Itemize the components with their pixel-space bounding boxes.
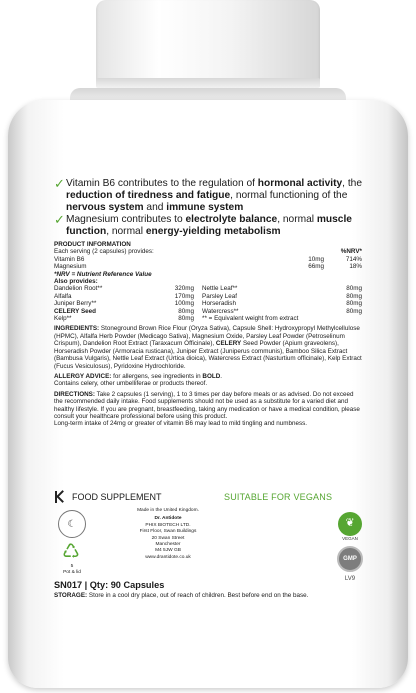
manufacturer-address: Made in the United Kingdom. Dr. Antidote PHIX BIOTECH LTD. First Floor, Swan Buildings 20 Swan Street Manchester M4 5JW GB www.drantidote.co.uk bbox=[137, 508, 199, 560]
check-icon: ✓ bbox=[54, 212, 65, 227]
allergy-advice: ALLERGY ADVICE: for allergens, see ingredients in BOLD. bbox=[54, 372, 222, 380]
check-icon: ✓ bbox=[54, 176, 65, 191]
botanical-row: Kelp** 80mg ** = Equivalent weight from extract bbox=[54, 315, 299, 323]
product-info-heading: PRODUCT INFORMATION bbox=[54, 241, 131, 248]
ingredients: INGREDIENTS: Stoneground Brown Rice Flour (Oryza Sativa), Capsule Shell: Hydroxypropyl Methylcellulose (HPMC), Alfalfa Herb Powder (Medicago Sativa), Magnesium Oxide, Parsley Leaf Powder (Petroselinum Crispum), Dandelion Root Extract (Taraxacum Officinale), CELERY Seed Powder (Apium graveolens), Horseradish Powder (Armoracia rusticana), Juniper Extract (Juniperus communis), Bamboo Silica Extract (Bambusa Vulgaris), Nettle Leaf Extract (Urtica dioica), Watercress Extract (Nasturtium officinale), Kelp Extract (Fucus Vesiculosus), Pyridoxine Hydrochloride. bbox=[54, 325, 362, 370]
gmp-seal-icon: GMP bbox=[337, 546, 363, 572]
also-provides: Also provides: bbox=[54, 278, 98, 286]
cap-ridge bbox=[96, 78, 320, 88]
claim-b6 bbox=[54, 178, 362, 214]
sku-quantity: SN017 | Qty: 90 Capsules bbox=[54, 580, 165, 590]
vegan-leaf-icon: ❦ bbox=[338, 512, 362, 536]
badge-row bbox=[54, 490, 362, 504]
nutrient-row: Magnesium 66mg 18% bbox=[54, 263, 362, 271]
claim-text: Magnesium contributes to electrolyte balance, normal muscle function, normal energy-yielding metabolism bbox=[66, 214, 352, 237]
serving-text: Each serving (2 capsules) provides: bbox=[54, 248, 154, 256]
claim-text: Vitamin B6 contributes to the regulation of hormonal activity, the reduction of tiredness and fatigue, normal functioning of the nervous system and immune system bbox=[66, 178, 362, 213]
nrv-header: %NRV* bbox=[340, 248, 362, 256]
allergy-contains: Contains celery, other umbelliferae or products thereof. bbox=[54, 380, 208, 388]
lot-code: LV9 bbox=[344, 576, 356, 582]
brand-logo-icon bbox=[54, 491, 66, 503]
certification-icons bbox=[54, 510, 94, 576]
food-supplement-text: FOOD SUPPLEMENT bbox=[72, 492, 162, 502]
recycle-number: 5 bbox=[70, 564, 74, 569]
vegan-label: VEGAN bbox=[342, 536, 358, 541]
b6-warning: Long-term intake of 24mg or greater of vitamin B6 may lead to mild tingling and numbness. bbox=[54, 420, 308, 428]
quality-badges bbox=[336, 512, 364, 582]
botanical-row: Alfalfa 170mg Parsley Leaf 80mg bbox=[54, 292, 362, 300]
product-label bbox=[54, 178, 362, 650]
botanical-row: Dandelion Root** 320mg Nettle Leaf** 80mg bbox=[54, 285, 362, 293]
storage-instructions: STORAGE: Store in a cool dry place, out of reach of children. Best before end on the base. bbox=[54, 592, 309, 599]
bottle-cap bbox=[96, 0, 320, 88]
nutrient-row: Vitamin B6 10mg 714% bbox=[54, 255, 362, 263]
nrv-note: *NRV = Nutrient Reference Value bbox=[54, 270, 152, 278]
pot-lid-label: Pot & lid bbox=[63, 570, 81, 575]
botanical-row: CELERY Seed 80mg Watercress** 80mg bbox=[54, 307, 362, 315]
suitable-vegans-text: SUITABLE FOR VEGANS bbox=[224, 492, 333, 502]
halal-seal-icon: ☾ bbox=[58, 510, 86, 538]
claim-magnesium bbox=[54, 214, 362, 238]
recycle-icon: ♺ bbox=[62, 541, 80, 563]
directions: DIRECTIONS: Take 2 capsules (1 serving), 1 to 3 times per day before meals or as advised. Do not exceed the recommended daily intake. Food supplements should not be used as a substitute for a varied diet and healthy lifestyle. If you are pregnant, breastfeeding, taking any medication or have a medical condition, please consult your healthcare professional before using this product. bbox=[54, 390, 360, 420]
botanical-row: Juniper Berry** 100mg Horseradish 80mg bbox=[54, 300, 362, 308]
